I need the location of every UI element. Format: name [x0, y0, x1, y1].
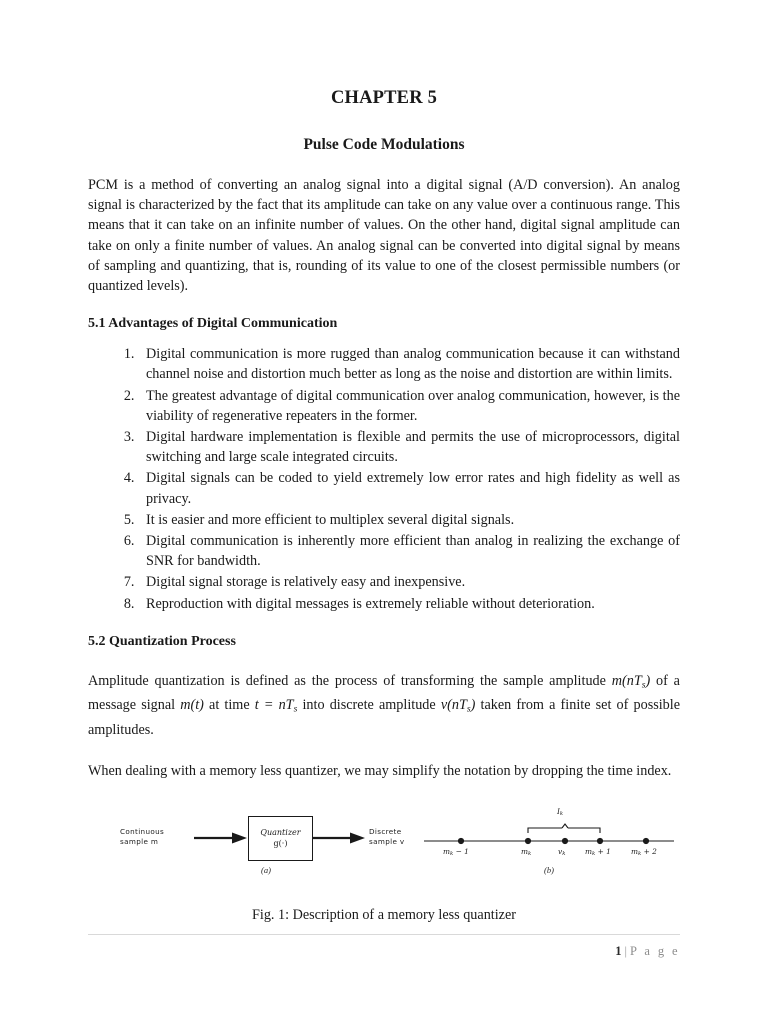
section-heading-advantages: 5.1 Advantages of Digital Communication [88, 316, 338, 332]
number-line-svg [418, 807, 680, 869]
list-item: 8. Reproduction with digital messages is extremely reliable without deterioration. [138, 594, 680, 614]
figure-caption: Fig. 1: Description of a memory less quantizer [252, 907, 516, 924]
point-base: m [521, 847, 529, 857]
advantages-list [88, 344, 680, 614]
figure-1 [88, 807, 680, 924]
point-base: v [558, 847, 563, 857]
quantization-paragraph-1 [88, 671, 680, 740]
section-heading-quantization: 5.2 Quantization Process [88, 633, 236, 649]
list-item: 2. The greatest advantage of digital communication over analog communication, however, is the viability of regenerative repeaters in the former. [138, 386, 680, 426]
math-subscript: s [466, 703, 471, 715]
math-expression-v-nts [441, 697, 476, 713]
footer-separator: | [624, 944, 627, 958]
math-expression-t-equals-nts [255, 697, 298, 713]
math-base: m(nT [611, 672, 642, 689]
list-item: 3. Digital hardware implementation is flexible and permits the use of microprocessors, digital switching and large scale integrated circuits. [138, 427, 680, 467]
text-fragment: into discrete amplitude [297, 697, 441, 714]
list-item: 1. Digital communication is more rugged than analog communication because it can withstand channel noise and distortion much better as long as the noise and distortion are within limits. [138, 344, 680, 384]
point-base: m [631, 847, 639, 857]
point-label [585, 847, 611, 857]
point-suffix: + 1 [595, 847, 611, 857]
math-expression-m-t: m(t) [180, 697, 204, 714]
text-fragment: taken from a finite set of possible amplitudes. [88, 697, 681, 739]
point-label [521, 847, 531, 857]
footer-page-word: P a g e [629, 944, 680, 958]
math-base: t = nT [254, 697, 294, 714]
output-label-line-1: Discrete [369, 827, 402, 837]
output-label [369, 827, 404, 847]
figure-part-b [418, 807, 680, 885]
point-sub: k [562, 851, 566, 858]
page-content [88, 88, 680, 924]
point-suffix: + 2 [641, 847, 657, 857]
math-expression-m-nts [612, 673, 650, 689]
input-label-line-1: Continuous [120, 827, 165, 837]
list-item: 7. Digital signal storage is relatively easy and inexpensive. [138, 572, 680, 592]
quantization-paragraph-2: When dealing with a memory less quantizer, we may simplify the notation by dropping the time index. [88, 763, 672, 780]
figure-diagrams-row [88, 807, 680, 885]
point-sub: k [450, 851, 454, 858]
math-close: ) [470, 697, 476, 714]
quantizer-box-function: g(·) [273, 839, 288, 849]
text-fragment: Amplitude quantization is defined as the process of transforming the sample amplitude [88, 672, 612, 689]
math-close: ) [645, 672, 651, 689]
interval-label-base: I [557, 807, 560, 817]
figure-part-a [116, 807, 416, 885]
point-sub: k [592, 851, 596, 858]
quantizer-box-title: Quantizer [260, 828, 301, 838]
subcaption-a: (a) [261, 865, 271, 876]
math-subscript: s [641, 679, 646, 691]
point-base: m [443, 847, 451, 857]
interval-label-sub: k [559, 811, 564, 818]
footer-divider [88, 934, 680, 935]
page-title: CHAPTER 5 [330, 88, 438, 108]
page-footer [88, 934, 680, 959]
interval-label [557, 807, 563, 817]
footer-page-number: 1 [615, 944, 622, 958]
text-fragment: of a message signal [88, 672, 680, 714]
point-base: m [585, 847, 593, 857]
footer-page-indicator [88, 944, 680, 959]
point-sub: k [638, 851, 642, 858]
point-label [631, 847, 657, 857]
subcaption-b: (b) [544, 865, 554, 876]
list-item: 5. It is easier and more efficient to multiplex several digital signals. [138, 510, 680, 530]
text-fragment: at time [203, 697, 255, 714]
document-subtitle: Pulse Code Modulations [303, 136, 465, 153]
input-label-line-2: sample m [120, 837, 159, 847]
point-label [558, 847, 565, 857]
list-item: 4. Digital signals can be coded to yield extremely low error rates and high fidelity as well as privacy. [138, 468, 680, 508]
output-label-line-2: sample v [369, 837, 405, 847]
quantizer-box [248, 816, 313, 861]
intro-paragraph: PCM is a method of converting an analog signal into a digital signal (A/D conversion). An analog signal is characterized by the fact that its amplitude can take on any value over a continuous range. This means that it can take on an infinite number of values. On the other hand, digital signal amplitude can take on only a finite number of values. An analog signal can be converted into digital signal by means of sampling and quantizing, that is, rounding of its value to one of the closest permissible numbers (or quantized levels). [88, 177, 680, 295]
math-base: v(nT [440, 697, 467, 714]
point-suffix: − 1 [453, 847, 469, 857]
point-sub: k [528, 851, 532, 858]
list-item: 6. Digital communication is inherently more efficient than analog in realizing the exchange of SNR for bandwidth. [138, 531, 680, 571]
input-label [120, 827, 164, 847]
point-label [443, 847, 469, 857]
math-subscript: s [293, 703, 298, 715]
